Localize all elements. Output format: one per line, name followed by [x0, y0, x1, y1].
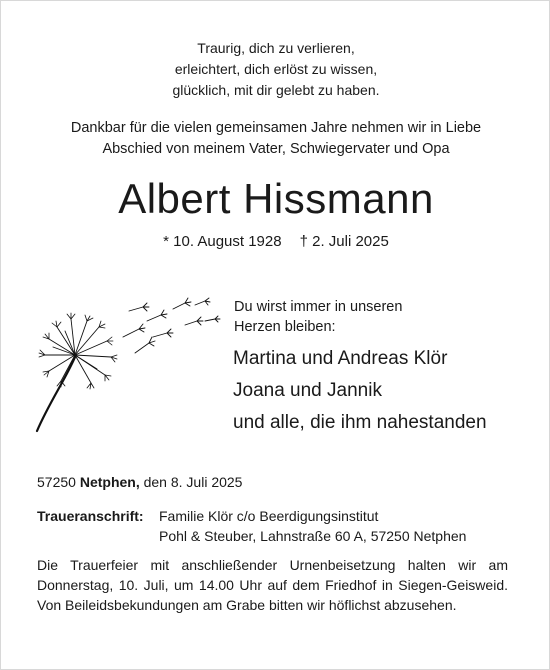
mourners-list [233, 343, 487, 439]
life-dates [1, 232, 550, 252]
dandelion-icon [35, 295, 225, 435]
mourner-line: Martina und Andreas Klör [233, 348, 448, 369]
place-date-line [37, 472, 242, 492]
address-line: Familie Klör c/o Beerdigungsinstitut [159, 508, 379, 524]
address-line: Pohl & Steuber, Lahnstraße 60 A, 57250 Netphen [159, 528, 467, 544]
mourner-line: und alle, die ihm nahestanden [233, 412, 487, 433]
ceremony-info: Die Trauerfeier mit anschließender Urnenbeisetzung halten wir am Donnerstag, 10. Juli, um 14.00 Uhr auf dem Friedhof in Siegen-Geisweid. Von Beileidsbekundungen am Grabe bitten wir höflichst abzusehen. [37, 557, 508, 613]
message-line: Du wirst immer in unseren [234, 299, 403, 315]
notice-date: den 8. Juli 2025 [143, 474, 243, 490]
death-date: † 2. Juli 2025 [299, 233, 389, 250]
intro-line: Abschied von meinem Vater, Schwiegervater und Opa [102, 141, 450, 157]
mourner-line: Joana und Jannik [233, 380, 382, 401]
city: Netphen, [79, 474, 140, 490]
address-lines [159, 506, 466, 546]
poem-line: glücklich, mit dir gelebt zu haben. [172, 82, 380, 98]
message-line: Herzen bleiben: [234, 319, 336, 335]
postal-code: 57250 [37, 474, 76, 490]
intro-line: Dankbar für die vielen gemeinsamen Jahre nehmen wir in Liebe [70, 120, 482, 136]
birth-date: * 10. August 1928 [163, 233, 282, 250]
address-label: Traueranschrift: [37, 508, 144, 524]
farewell-message [234, 297, 402, 337]
poem-line: Traurig, dich zu verlieren, [197, 40, 355, 56]
intro-text [1, 118, 550, 160]
deceased-name: Albert Hissmann [118, 175, 434, 222]
poem-line: erleichtert, dich erlöst zu wissen, [174, 61, 378, 77]
poem [1, 38, 550, 101]
